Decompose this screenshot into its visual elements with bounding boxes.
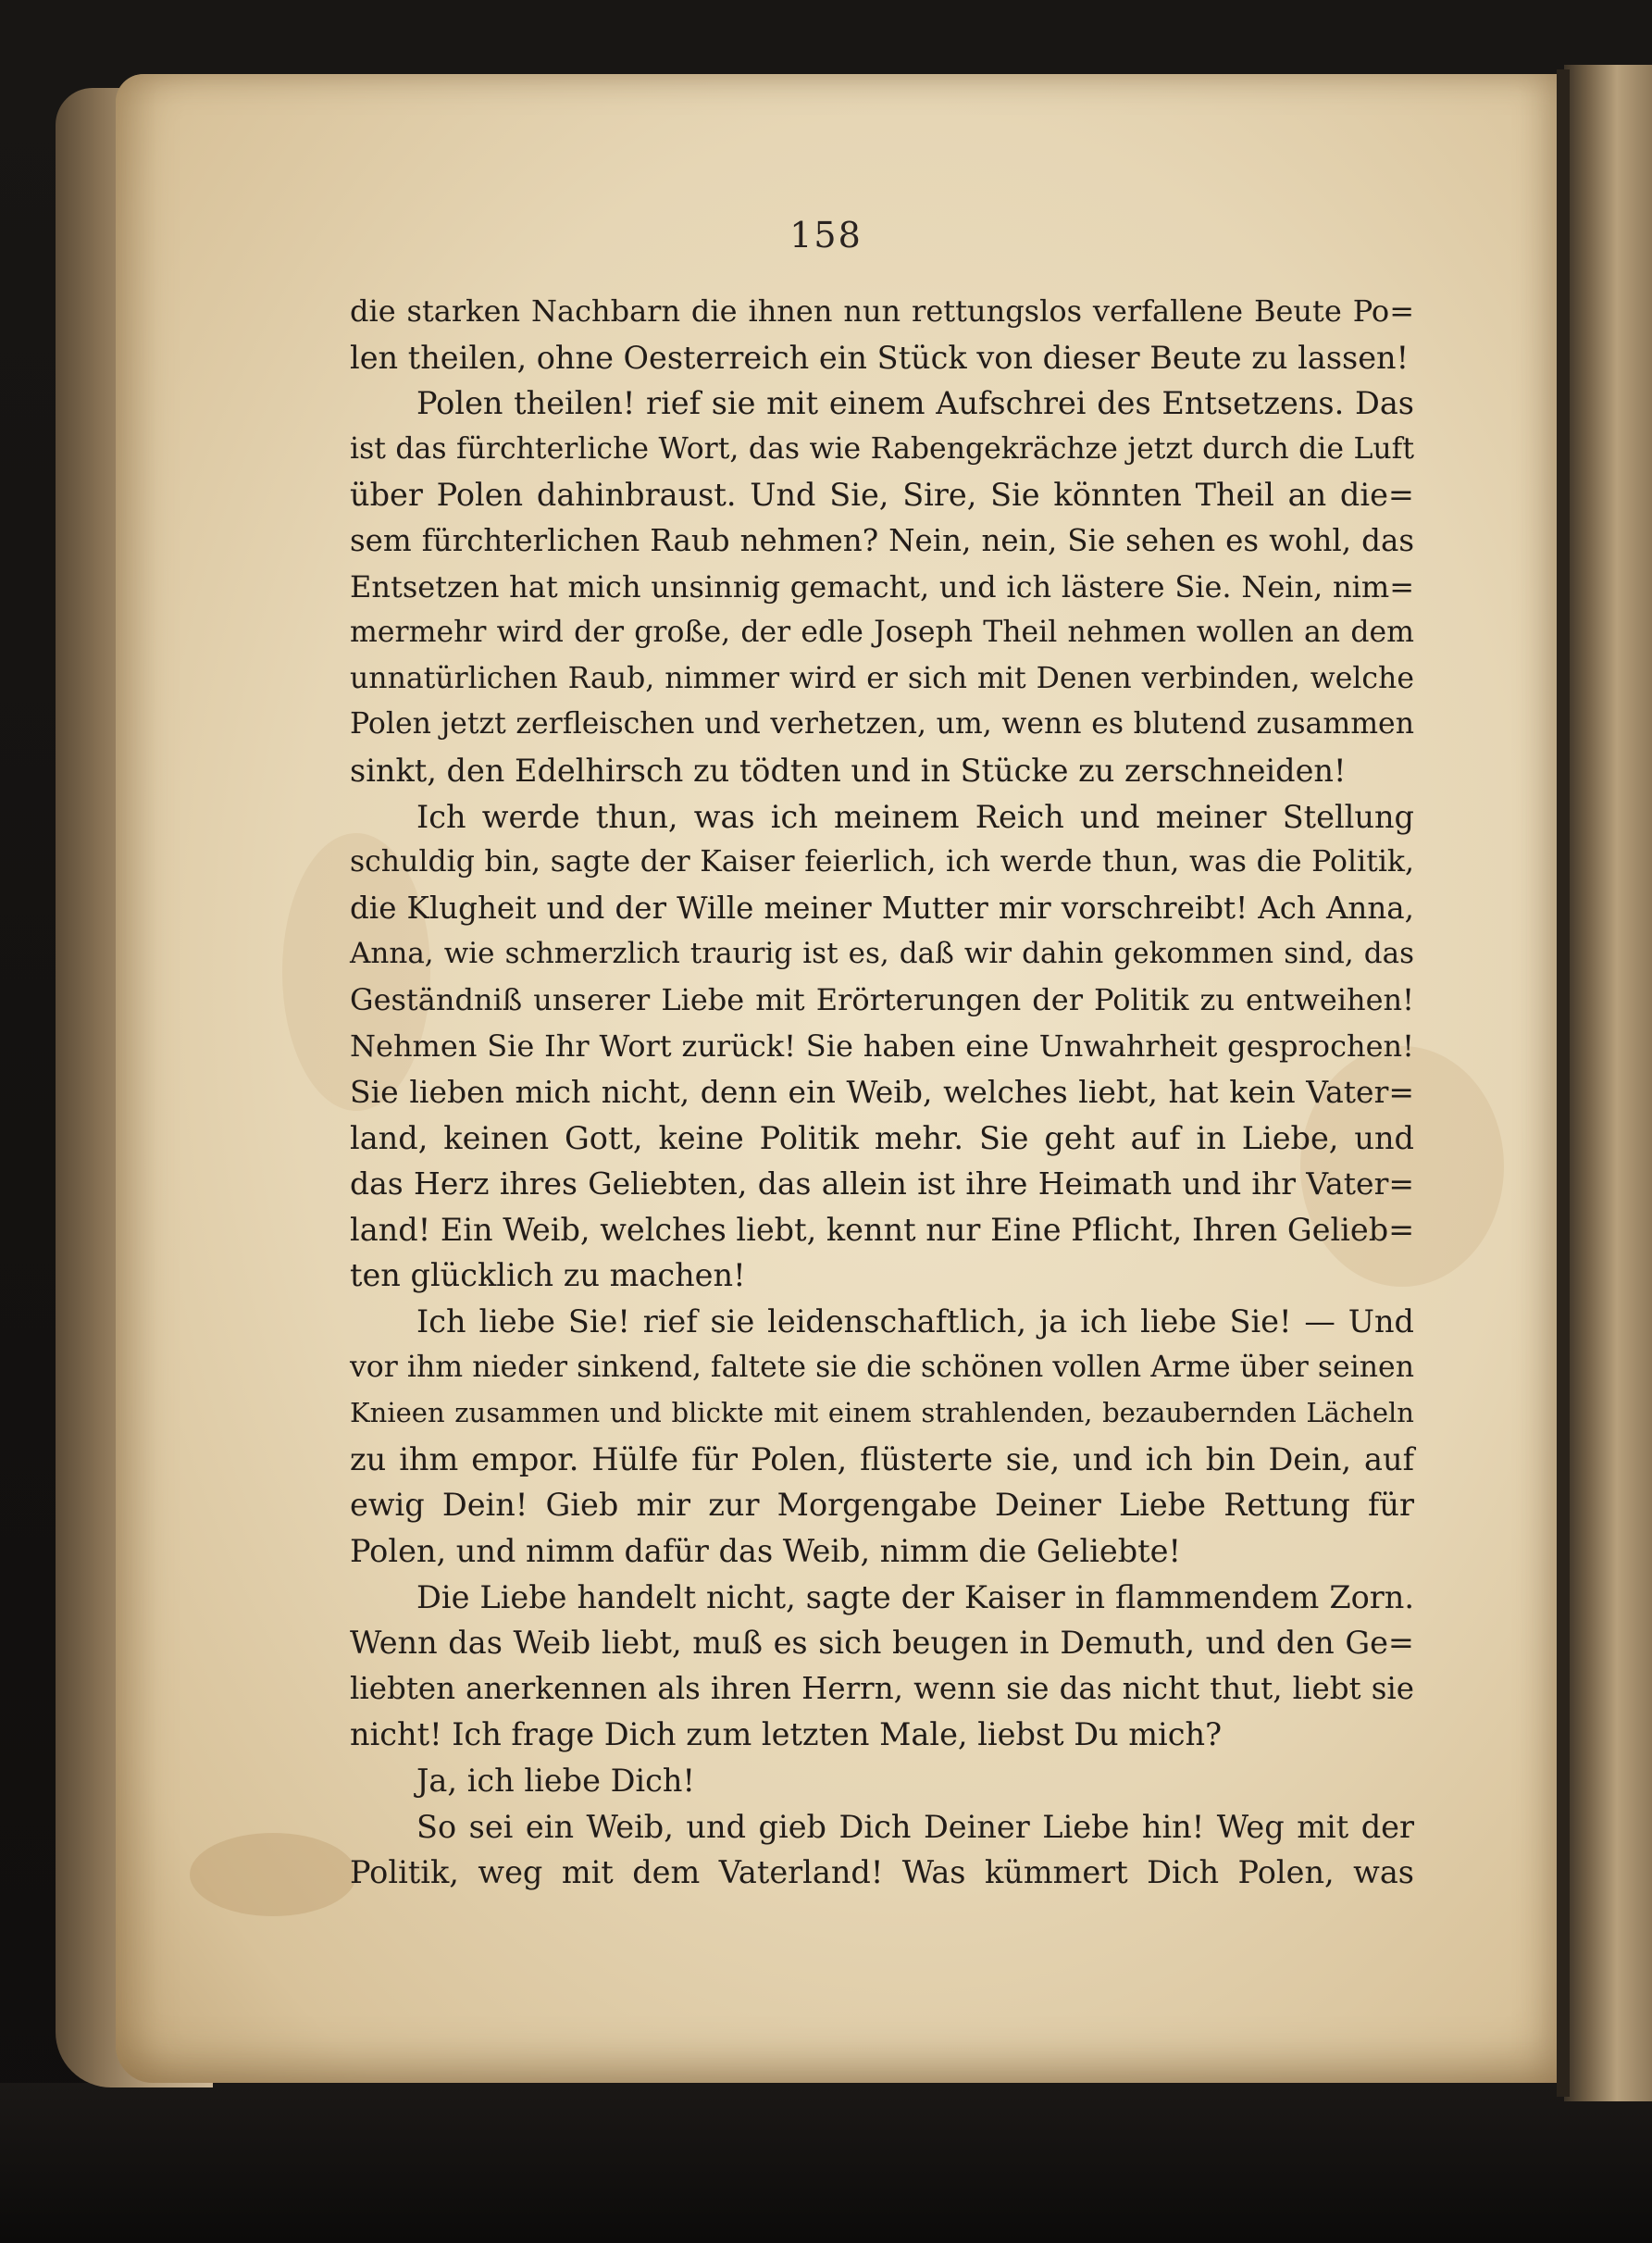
text-line: Knieen zusammen und blickte mit einem strahlenden, bezaubernden Lächeln (350, 1397, 1414, 1429)
text-line: ist das fürchterliche Wort, das wie Rabengekrächze jetzt durch die Luft (350, 431, 1414, 466)
text-line: die starken Nachbarn die ihnen nun rettungslos verfallene Beute Po= (350, 293, 1414, 329)
background-surface (0, 2083, 1652, 2243)
text-line: unnatürlichen Raub, nimmer wird er sich mit Denen verbinden, welche (350, 661, 1414, 695)
page-stain (190, 1833, 356, 1916)
text-line: Polen, und nimm dafür das Weib, nimm die Geliebte! (350, 1533, 1181, 1570)
text-line: land, keinen Gott, keine Politik mehr. Sie geht auf in Liebe, und (350, 1119, 1414, 1156)
page-number: 158 (789, 215, 863, 255)
text-line: vor ihm nieder sinkend, faltete sie die schönen vollen Arme über seinen (350, 1350, 1414, 1384)
text-line: die Klugheit und der Wille meiner Mutter mir vorschreibt! Ach Anna, (350, 890, 1414, 926)
text-line: Anna, wie schmerzlich traurig ist es, daß wir dahin gekommen sind, das (350, 937, 1414, 971)
text-line: So sei ein Weib, und gieb Dich Deiner Liebe hin! Weg mit der (416, 1808, 1414, 1845)
text-line: Ja, ich liebe Dich! (416, 1763, 695, 1799)
body-text (350, 289, 1414, 1896)
text-line: schuldig bin, sagte der Kaiser feierlich, ich werde thun, was die Politik, (350, 845, 1414, 879)
text-line: Wenn das Weib liebt, muß es sich beugen in Demuth, und den Ge= (350, 1625, 1414, 1662)
text-line: ten glücklich zu machen! (350, 1257, 746, 1294)
text-line: sinkt, den Edelhirsch zu tödten und in Stücke zu zerschneiden! (350, 752, 1347, 789)
text-line: Polen theilen! rief sie mit einem Aufschrei des Entsetzens. Das (416, 385, 1414, 422)
text-line: das Herz ihres Geliebten, das allein ist ihre Heimath und ihr Vater= (350, 1165, 1414, 1202)
text-line: Die Liebe handelt nicht, sagte der Kaiser in flammendem Zorn. (416, 1578, 1414, 1615)
text-line: mermehr wird der große, der edle Joseph Theil nehmen wollen an dem (350, 616, 1414, 650)
text-line: Entsetzen hat mich unsinnig gemacht, und ich lästere Sie. Nein, nim= (350, 568, 1414, 604)
text-line: Ich werde thun, was ich meinem Reich und meiner Stellung (416, 798, 1414, 835)
text-line: liebten anerkennen als ihren Herrn, wenn sie das nicht thut, liebt sie (350, 1670, 1414, 1706)
text-line: ewig Dein! Gieb mir zur Morgengabe Deiner Liebe Rettung für (350, 1487, 1414, 1524)
text-line: zu ihm empor. Hülfe für Polen, flüsterte sie, und ich bin Dein, auf (350, 1440, 1414, 1477)
text-line: Politik, weg mit dem Vaterland! Was kümmert Dich Polen, was (350, 1854, 1414, 1891)
binding-gutter (1557, 69, 1570, 2097)
text-line: Geständniß unserer Liebe mit Erörterungen der Politik zu entweihen! (350, 981, 1414, 1017)
text-line: sem fürchterlichen Raub nehmen? Nein, nein, Sie sehen es wohl, das (350, 522, 1414, 558)
text-line: nicht! Ich frage Dich zum letzten Male, liebst Du mich? (350, 1716, 1223, 1753)
text-line: über Polen dahinbraust. Und Sie, Sire, Sie könnten Theil an die= (350, 477, 1414, 514)
text-line: len theilen, ohne Oesterreich ein Stück von dieser Beute zu lassen! (350, 339, 1410, 376)
text-line: Nehmen Sie Ihr Wort zurück! Sie haben eine Unwahrheit gesprochen! (350, 1028, 1414, 1064)
text-line: Sie lieben mich nicht, denn ein Weib, welches liebt, hat kein Vater= (350, 1074, 1414, 1111)
text-line: land! Ein Weib, welches liebt, kennt nur Eine Pflicht, Ihren Gelieb= (350, 1211, 1415, 1248)
text-line: Polen jetzt zerfleischen und verhetzen, um, wenn es blutend zusammen (350, 707, 1414, 741)
facing-page-edge (1564, 65, 1652, 2101)
text-line: Ich liebe Sie! rief sie leidenschaftlich, ja ich liebe Sie! — Und (416, 1303, 1414, 1340)
